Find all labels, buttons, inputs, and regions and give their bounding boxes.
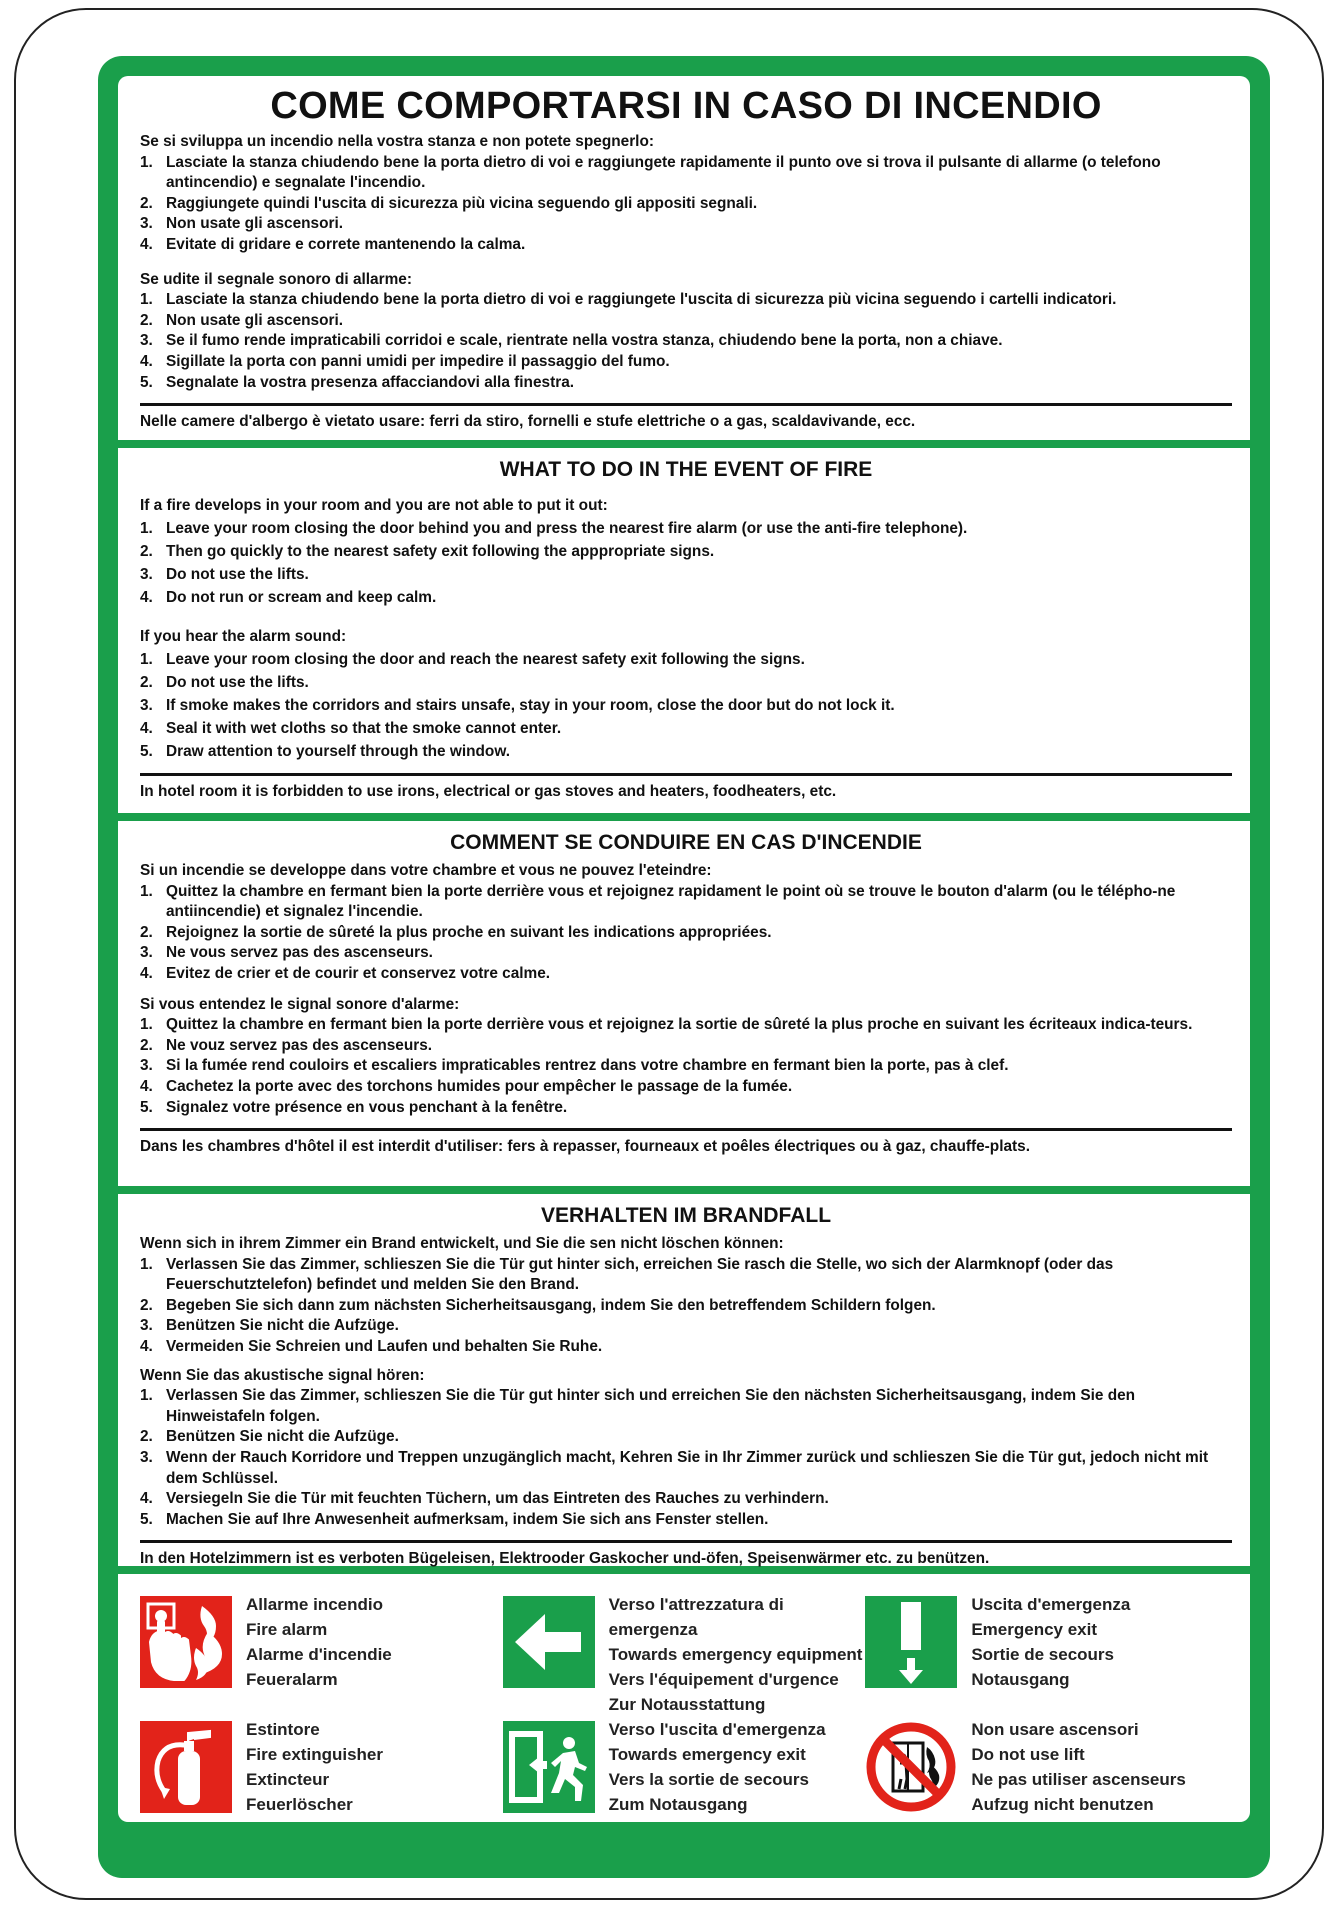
sign-labels: Verso l'uscita d'emergenza Towards emergency exit Vers la sortie de secours Zum Notausgang bbox=[608, 1720, 826, 1814]
section-title: VERHALTEN IM BRANDFALL bbox=[540, 1204, 832, 1227]
list-item: 3. Wenn der Rauch Korridore und Treppen unzugänglich macht, Kehren Sie in Ihr Zimmer zurück und schlieszen Sie die Tür gut, jedoch nicht mit dem Schlüssel. bbox=[140, 1448, 1209, 1487]
list-item: 1. Leave your room closing the door behind you and press the nearest fire alarm (or use the anti-fire telephone). bbox=[140, 520, 968, 537]
intro-text: Se udite il segnale sonoro di allarme: bbox=[140, 270, 412, 288]
intro-text: Si vous entendez le signal sonore d'alarme: bbox=[140, 995, 460, 1013]
section-title: COMMENT SE CONDUIRE EN CAS D'INCENDIE bbox=[450, 831, 922, 854]
sign-fire-alarm bbox=[140, 1592, 503, 1717]
section-footer: Nelle camere d'albergo è vietato usare: ferri da stiro, fornelli e stufe elettriche o a gas, scaldavivande, ecc. bbox=[140, 413, 916, 431]
list-item: 2. Non usate gli ascensori. bbox=[140, 311, 344, 329]
instruction-list bbox=[140, 1015, 1232, 1118]
list-item: 3. If smoke makes the corridors and stairs unsafe, stay in your room, close the door but do not lock it. bbox=[140, 697, 895, 714]
sign-emergency-equipment bbox=[503, 1592, 866, 1717]
list-item: 1. Verlassen Sie das Zimmer, schlieszen Sie die Tür gut hinter sich, erreichen Sie rasch die Stelle, wo sich der Alarmknopf (oder das Feuerschutztelefon) befindet und melden Sie den Brand. bbox=[140, 1255, 1114, 1294]
list-item: 2. Rejoignez la sortie de sûreté la plus proche en suivant les indications appropriées. bbox=[140, 923, 772, 941]
intro-text: If a fire develops in your room and you are not able to put it out: bbox=[140, 497, 608, 514]
sign-labels: Allarme incendio Fire alarm Alarme d'incendie Feueralarm bbox=[246, 1595, 392, 1689]
sign-emergency-exit bbox=[865, 1592, 1228, 1717]
list-item: 2. Raggiungete quindi l'uscita di sicurezza più vicina seguendo gli appositi segnali. bbox=[140, 194, 758, 212]
list-item: 4. Seal it with wet cloths so that the smoke cannot enter. bbox=[140, 720, 562, 737]
sign-no-lift bbox=[865, 1717, 1228, 1817]
arrow-left-icon bbox=[503, 1596, 595, 1688]
intro-text: If you hear the alarm sound: bbox=[140, 628, 347, 645]
section-french bbox=[118, 821, 1250, 1186]
list-item: 4. Evitate di gridare e correte mantenendo la calma. bbox=[140, 235, 526, 253]
list-item: 5. Machen Sie auf Ihre Anwesenheit aufmerksam, indem Sie sich ans Fenster stellen. bbox=[140, 1510, 769, 1528]
section-title: WHAT TO DO IN THE EVENT OF FIRE bbox=[499, 458, 873, 481]
list-item: 4. Cachetez la porte avec des torchons humides pour empêcher le passage de la fumée. bbox=[140, 1077, 793, 1095]
instruction-list bbox=[140, 1386, 1232, 1530]
list-item: 1. Lasciate la stanza chiudendo bene la porta dietro di voi e raggiungete l'uscita di sicurezza più vicina seguendo i cartelli indicatori. bbox=[140, 291, 1117, 309]
section-footer: Dans les chambres d'hôtel il est interdit d'utiliser: fers à repasser, fourneaux et poêles électriques ou à gaz, chauffe-plats. bbox=[140, 1138, 1030, 1156]
fire-extinguisher-icon bbox=[140, 1721, 232, 1813]
list-item: 1. Leave your room closing the door and reach the nearest safety exit following the signs. bbox=[140, 651, 805, 668]
list-item: 3. Se il fumo rende impraticabili corridoi e scale, rientrate nella vostra stanza, chiudendo bene la porta, non a chiave. bbox=[140, 332, 1003, 350]
list-item: 4. Evitez de crier et de courir et conservez votre calme. bbox=[140, 964, 551, 982]
list-item: 1. Lasciate la stanza chiudendo bene la porta dietro di voi e raggiungete rapidamente il punto ove si trova il pulsante di allarme (o telefono antincendio) e segnalate l'incendio. bbox=[140, 153, 1161, 192]
green-frame bbox=[98, 56, 1270, 1878]
instruction-list bbox=[140, 648, 1232, 763]
intro-text: Wenn Sie das akustische signal hören: bbox=[140, 1366, 425, 1384]
list-item: 4. Sigillate la porta con panni umidi per impedire il passaggio del fumo. bbox=[140, 352, 670, 370]
fire-alarm-icon bbox=[140, 1596, 232, 1688]
list-item: 2. Ne vouz servez pas des ascenseurs. bbox=[140, 1036, 433, 1054]
sign-labels: Estintore Fire extinguisher Extincteur Feuerlöscher bbox=[246, 1720, 383, 1814]
sign-content bbox=[118, 76, 1250, 1858]
no-lift-icon bbox=[865, 1721, 957, 1813]
intro-text: Wenn sich in ihrem Zimmer ein Brand entwickelt, und Sie die sen nicht löschen können: bbox=[140, 1235, 784, 1252]
list-item: 3. Benützen Sie nicht die Aufzüge. bbox=[140, 1317, 399, 1335]
page-title: COME COMPORTARSI IN CASO DI INCENDIO bbox=[270, 85, 1102, 127]
running-man-exit-icon bbox=[503, 1721, 595, 1813]
sign-card bbox=[14, 8, 1324, 1900]
instruction-list bbox=[140, 517, 1232, 609]
section-italian bbox=[118, 76, 1250, 440]
instruction-list bbox=[140, 1255, 1232, 1358]
list-item: 4. Vermeiden Sie Schreien und Laufen und behalten Sie Ruhe. bbox=[140, 1337, 603, 1355]
intro-text: Si un incendie se developpe dans votre chambre et vous ne pouvez l'eteindre: bbox=[140, 862, 712, 879]
list-item: 2. Begeben Sie sich dann zum nächsten Sicherheitsausgang, indem Sie den betreffendem Schildern folgen. bbox=[140, 1296, 936, 1314]
sign-legend bbox=[118, 1574, 1250, 1822]
list-item: 5. Signalez votre présence en vous penchant à la fenêtre. bbox=[140, 1098, 568, 1116]
list-item: 4. Versiegeln Sie die Tür mit feuchten Tüchern, um das Eintreten des Rauches zu verhindern. bbox=[140, 1490, 829, 1508]
list-item: 1. Verlassen Sie das Zimmer, schlieszen Sie die Tür gut hinter sich und erreichen Sie den nächsten Sicherheitsausgang, indem Sie den Hinweistafeln folgen. bbox=[140, 1387, 1136, 1425]
list-item: 3. Do not use the lifts. bbox=[140, 566, 309, 583]
list-item: 3. Ne vous servez pas des ascenseurs. bbox=[140, 944, 433, 962]
section-german bbox=[118, 1194, 1250, 1566]
section-footer: In den Hotelzimmern ist es verboten Bügeleisen, Elektrooder Gaskocher und-öfen, Speisenwärmer etc. zu benützen. bbox=[140, 1550, 990, 1568]
list-item: 3. Non usate gli ascensori. bbox=[140, 215, 344, 233]
instruction-list bbox=[140, 290, 1232, 393]
list-item: 1. Quittez la chambre en fermant bien la porte derrière vous et rejoignez la sortie de sûreté la plus proche en suivant les écriteaux indica-teurs. bbox=[140, 1016, 1193, 1034]
emergency-exit-icon bbox=[865, 1596, 957, 1688]
list-item: 2. Then go quickly to the nearest safety exit following the apppropriate signs. bbox=[140, 543, 715, 560]
sign-fire-extinguisher bbox=[140, 1717, 503, 1817]
instruction-list bbox=[140, 153, 1232, 256]
list-item: 1. Quittez la chambre en fermant bien la porte derrière vous et rejoignez rapidament le point où se trouve le bouton d'alarm (ou le télépho-ne antiincendie) et signalez l'incendie. bbox=[140, 882, 1176, 921]
list-item: 2. Do not use the lifts. bbox=[140, 674, 309, 691]
section-english bbox=[118, 448, 1250, 813]
list-item: 5. Segnalate la vostra presenza affacciandovi alla finestra. bbox=[140, 373, 575, 391]
instruction-list bbox=[140, 882, 1232, 985]
list-item: 2. Benützen Sie nicht die Aufzüge. bbox=[140, 1428, 399, 1446]
sign-labels: Uscita d'emergenza Emergency exit Sortie de secours Notausgang bbox=[971, 1595, 1131, 1689]
sign-labels: Verso l'attrezzatura di emergenza Towards emergency equipment Vers l'équipement d'urgence Zur Notausstattung bbox=[608, 1595, 863, 1714]
sign-labels: Non usare ascensori Do not use lift Ne pas utiliser ascenseurs Aufzug nicht benutzen bbox=[971, 1720, 1186, 1814]
intro-text: Se si sviluppa un incendio nella vostra stanza e non potete spegnerlo: bbox=[140, 133, 654, 150]
list-item: 4. Do not run or scream and keep calm. bbox=[140, 589, 437, 606]
list-item: 5. Draw attention to yourself through the window. bbox=[140, 743, 510, 760]
section-footer: In hotel room it is forbidden to use irons, electrical or gas stoves and heaters, foodheaters, etc. bbox=[140, 783, 837, 800]
list-item: 3. Si la fumée rend couloirs et escaliers impraticables rentrez dans votre chambre en fermant bien la porte, pas à clef. bbox=[140, 1057, 1009, 1075]
sign-towards-emergency-exit bbox=[503, 1717, 866, 1817]
